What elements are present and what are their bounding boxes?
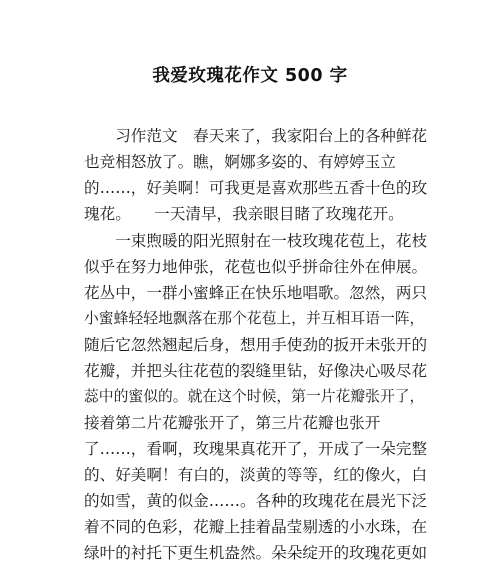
body-line: 瑰花。 一天清早，我亲眼目睹了玫瑰花开。 (84, 205, 404, 223)
body-line: 似乎在努力地伸张，花苞也似乎拼命往外在伸展。 (84, 258, 428, 276)
page-title: 我爱玫瑰花作文 500 字 (152, 66, 348, 86)
body-line: 了……，看啊，玫瑰果真花开了，开成了一朵完整 (84, 440, 428, 458)
body-line: 接着第二片花瓣张开了，第三片花瓣也张开 (84, 414, 381, 432)
body-line: 着不同的色彩，花瓣上挂着晶莹剔透的小水珠，在 (84, 518, 428, 536)
body-line: 一束煦暖的阳光照射在一枝玫瑰花苞上，花枝 (84, 232, 428, 250)
body-line: 蕊中的蜜似的。就在这个时候，第一片花瓣张开了， (84, 388, 425, 405)
body-line: 花丛中，一群小蜜蜂正在快乐地唱歌。忽然，两只 (84, 284, 428, 302)
body-line: 小蜜蜂轻轻地飘落在那个花苞上，并互相耳语一阵， (84, 310, 425, 327)
body-line: 的……，好美啊！可我更是喜欢那些五香十色的玫 (84, 179, 428, 197)
body-line: 随后它忽然翘起后身，想用手使劲的扳开未张开的 (84, 336, 428, 354)
body-line: 也竞相怒放了。瞧，婀娜多姿的、有婷婷玉立 (84, 153, 396, 171)
body-line: 习作范文 春天来了，我家阳台上的各种鲜花 (84, 127, 428, 145)
body-line: 花瓣，并把头往花苞的裂缝里钻，好像决心吸尽花 (84, 362, 428, 380)
body-line: 的如雪，黄的似金……。各种的玫瑰花在晨光下泛 (84, 492, 428, 510)
body-line: 的、好美啊！有白的，淡黄的等等，红的像火，白 (84, 466, 428, 484)
body-line: 绿叶的衬托下更生机盎然。朵朵绽开的玫瑰花更如 (84, 544, 428, 562)
